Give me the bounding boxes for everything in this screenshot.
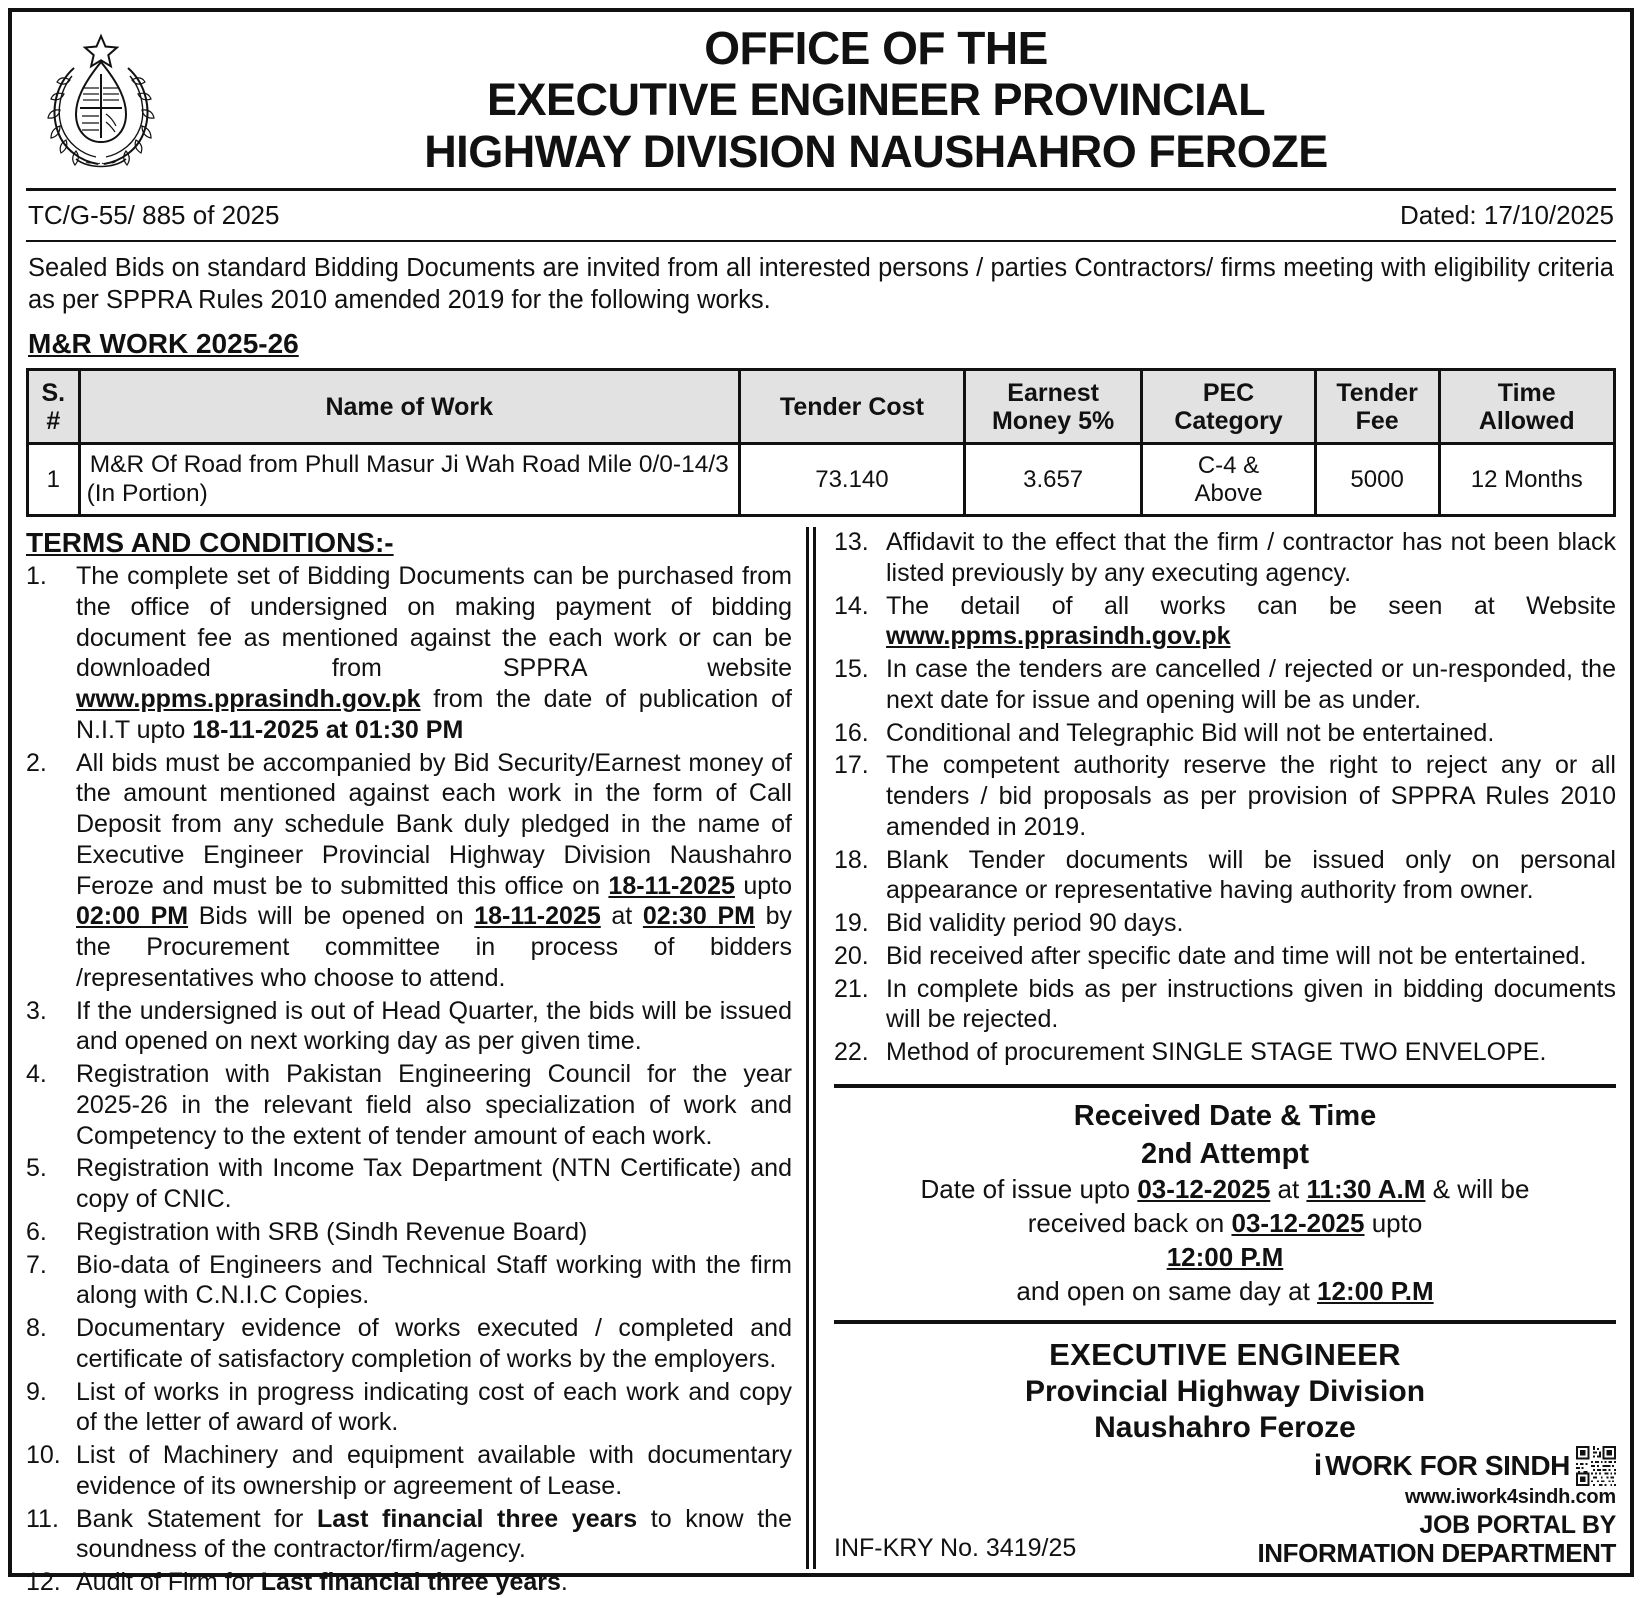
term-number: 1. [26, 562, 47, 591]
signature-line-3: Naushahro Feroze [1094, 1410, 1356, 1444]
col-time-l2: Allowed [1478, 406, 1575, 435]
received-line1-date: 03-12-2025 [1137, 1174, 1271, 1205]
term-number: 17. [834, 751, 869, 780]
terms-left-column [26, 527, 806, 1597]
signature-line-1: EXECUTIVE ENGINEER [1049, 1337, 1401, 1373]
term-text: In case the tenders are cancelled / rejected or un-responded, the next date for issue and opening will be as under. [886, 655, 1616, 714]
term-item [26, 748, 792, 994]
terms-list-right [834, 527, 1616, 1070]
received-date-time-box [834, 1098, 1616, 1309]
term-text: Documentary evidence of works executed / completed and certificate of satisfactory completion of works by the employers. [76, 1314, 792, 1373]
term-text: List of works in progress indicating cost of each work and copy of the letter of award of work. [76, 1377, 792, 1437]
signature-block [834, 1336, 1616, 1445]
brand-name-text: WORK FOR SINDH [1325, 1450, 1570, 1482]
term-item [26, 1504, 792, 1566]
footer-row [834, 1446, 1616, 1569]
term-number: 8. [26, 1314, 47, 1343]
col-pec-l2: Category [1174, 406, 1283, 435]
job-portal-label: JOB PORTAL BY [1419, 1510, 1616, 1539]
term-item [26, 1153, 792, 1215]
received-line4-time: 12:00 P.M [1317, 1275, 1434, 1306]
i-work-for-sindh-logo-icon [1314, 1451, 1570, 1481]
term-number: 22. [834, 1038, 869, 1067]
term-text: Bio-data of Engineers and Technical Staff working with the firm along with C.N.I.C Copies. [76, 1250, 792, 1310]
title-line-3: HIGHWAY DIVISION NAUSHAHRO FEROZE [424, 125, 1328, 177]
notice-frame [8, 8, 1634, 1597]
document-header [26, 18, 1616, 178]
term-text: The detail of all works can be seen at Website www.ppms.pprasindh.gov.pk [886, 591, 1616, 651]
term-text: List of Machinery and equipment available with documentary evidence of its ownership or agreement of Lease. [76, 1441, 792, 1500]
column-divider [806, 527, 816, 1569]
term-item [26, 1217, 792, 1248]
cell-tender-cost: 73.140 [739, 444, 964, 516]
table-header-row [28, 370, 1615, 444]
term-item [834, 974, 1616, 1036]
term-item [26, 1377, 792, 1439]
term-text: Registration with SRB (Sindh Revenue Board) [76, 1217, 588, 1246]
cell-serial: 1 [28, 444, 80, 516]
received-line1-time: 11:30 A.M [1306, 1174, 1426, 1205]
title-line-2: EXECUTIVE ENGINEER PROVINCIAL [486, 74, 1266, 126]
col-tender-fee [1315, 370, 1439, 444]
term-number: 16. [834, 718, 869, 747]
reference-row [26, 191, 1616, 240]
term-text: Bid validity period 90 days. [886, 909, 1184, 938]
term-text: In complete bids as per instructions given in bidding documents will be rejected. [886, 974, 1616, 1034]
brand-block [1257, 1446, 1616, 1567]
term-item [26, 1059, 792, 1151]
term-text: Affidavit to the effect that the firm / contractor has not been black listed previously by any executing agency. [886, 528, 1616, 587]
col-time-allowed [1439, 370, 1614, 444]
term-text: The complete set of Bidding Documents can be purchased from the office of undersigned on making payment of bidding document fee as mentioned against the each work or can be downloaded from SPPRA website www.ppms.pprasindh.gov.pk from the date of publication of N.I.T upto 18-11-2025 at 01:30 PM [76, 562, 792, 744]
term-number: 5. [26, 1154, 47, 1183]
reference-number: TC/G-55/ 885 of 2025 [28, 200, 280, 230]
received-line1-mid: at [1270, 1174, 1307, 1205]
term-number: 14. [834, 591, 869, 620]
term-text: Audit of Firm for Last financial three years. [76, 1568, 568, 1597]
brand-name-row [1257, 1446, 1616, 1486]
term-item [834, 1037, 1616, 1068]
term-number: 21. [834, 974, 869, 1003]
term-text: Bank Statement for Last financial three years to know the soundness of the contractor/firm/agency. [76, 1504, 792, 1564]
col-fee-l1: Tender [1336, 378, 1418, 407]
qr-code-icon [1576, 1446, 1616, 1486]
cell-pec-l1: C-4 & [1197, 451, 1260, 479]
col-earnest-money-l1: Earnest [1007, 378, 1099, 407]
terms-right-column [816, 527, 1616, 1569]
received-line-1 [834, 1173, 1616, 1207]
works-table [26, 368, 1616, 517]
received-line-2 [834, 1207, 1616, 1241]
received-line2-date: 03-12-2025 [1231, 1207, 1365, 1238]
terms-columns [26, 527, 1616, 1597]
term-text: If the undersigned is out of Head Quarter, the bids will be issued and opened on next working day as per given time. [76, 996, 792, 1056]
term-item [834, 527, 1616, 589]
cell-earnest-money: 3.657 [964, 444, 1141, 516]
intro-paragraph: Sealed Bids on standard Bidding Documents are invited from all interested persons / parties Contractors/ firms meeting with eligibility criteria as per SPPRA Rules 2010 amended 2019 for the following works. [28, 254, 1614, 315]
section-heading: M&R WORK 2025-26 [28, 328, 299, 360]
received-box-top-rule [834, 1084, 1616, 1088]
term-item [26, 1567, 792, 1598]
term-text: Conditional and Telegraphic Bid will not be entertained. [886, 718, 1495, 747]
col-fee-l2: Fee [1355, 406, 1399, 435]
term-number: 20. [834, 941, 869, 970]
term-item [834, 845, 1616, 907]
term-item [834, 718, 1616, 749]
cell-time-allowed: 12 Months [1439, 444, 1614, 516]
col-tender-cost: Tender Cost [739, 370, 964, 444]
term-item [26, 996, 792, 1058]
terms-list-left [26, 561, 792, 1598]
col-name-of-work: Name of Work [79, 370, 739, 444]
term-number: 2. [26, 748, 47, 777]
received-line3-time: 12:00 P.M [1166, 1241, 1284, 1272]
term-item [834, 941, 1616, 972]
title-line-1: OFFICE OF THE [704, 22, 1048, 74]
term-item [26, 1313, 792, 1375]
brand-url: www.iwork4sindh.com [1404, 1486, 1616, 1509]
term-number: 4. [26, 1060, 47, 1089]
term-text: Bid received after specific date and time will not be entertained. [886, 941, 1587, 970]
term-text: Method of procurement SINGLE STAGE TWO ENVELOPE. [886, 1038, 1547, 1067]
col-serial-l2: # [46, 406, 61, 435]
received-line1-pre: Date of issue upto [920, 1174, 1138, 1205]
term-text: The competent authority reserve the right to reject any or all tenders / bid proposals as per provision of SPPRA Rules 2010 amended in 2019. [886, 751, 1616, 841]
term-item [834, 591, 1616, 653]
term-text: All bids must be accompanied by Bid Security/Earnest money of the amount mentioned against each work in the form of Call Deposit from any schedule Bank duly pledged in the name of Executive Engineer Provincial Highway Division Naushahro Feroze and must be to submitted this office on 18-11-2025 upto 02:00 PM Bids will be opened on 18-11-2025 at 02:30 PM by the Procurement committee in process of bidders /representatives who choose to attend. [76, 748, 793, 992]
page-title [176, 22, 1616, 177]
received-line2-post: upto [1364, 1207, 1423, 1238]
term-item [834, 750, 1616, 842]
term-number: 9. [26, 1377, 47, 1406]
term-text: Registration with Income Tax Department (NTN Certificate) and copy of CNIC. [76, 1154, 792, 1214]
cell-pec-l2: Above [1194, 479, 1263, 507]
inf-number: INF-KRY No. 3419/25 [834, 1534, 1077, 1562]
col-pec-category [1142, 370, 1315, 444]
received-line-4 [834, 1275, 1616, 1309]
signature-top-rule [834, 1320, 1616, 1324]
term-number: 13. [834, 528, 869, 557]
received-attempt: 2nd Attempt [1140, 1137, 1310, 1170]
received-line4-pre: and open on same day at [1016, 1275, 1318, 1306]
table-row [28, 444, 1615, 516]
col-time-l1: Time [1497, 378, 1556, 407]
term-number: 10. [26, 1441, 61, 1470]
term-item [834, 654, 1616, 716]
term-number: 12. [26, 1568, 61, 1597]
term-item [26, 1440, 792, 1502]
term-item [26, 561, 792, 746]
col-earnest-money-l2: Money 5% [991, 406, 1115, 435]
brand-i-letter: i [1313, 1449, 1322, 1483]
term-item [834, 908, 1616, 939]
term-number: 15. [834, 655, 869, 684]
term-text: Registration with Pakistan Engineering Council for the year 2025-26 in the relevant field also specialization of work and Competency to the extent of tender amount of each work. [76, 1060, 792, 1150]
term-number: 7. [26, 1250, 47, 1279]
reference-date: Dated: 17/10/2025 [1400, 200, 1614, 230]
term-number: 6. [26, 1217, 47, 1246]
cell-pec-category [1142, 444, 1315, 516]
term-item [26, 1250, 792, 1312]
term-text: Blank Tender documents will be issued only on personal appearance or representative having authority from owner. [886, 845, 1616, 905]
col-serial-l1: S. [41, 378, 66, 407]
received-line2-pre: received back on [1027, 1207, 1232, 1238]
term-number: 18. [834, 845, 869, 874]
received-line-3 [834, 1241, 1616, 1275]
term-number: 3. [26, 996, 47, 1025]
term-number: 19. [834, 909, 869, 938]
information-department-label: INFORMATION DEPARTMENT [1257, 1537, 1616, 1568]
received-title: Received Date & Time [1073, 1099, 1377, 1132]
terms-heading: TERMS AND CONDITIONS:- [26, 527, 394, 559]
col-earnest-money [964, 370, 1141, 444]
term-number: 11. [26, 1504, 59, 1533]
cell-tender-fee: 5000 [1315, 444, 1439, 516]
cell-name-of-work: M&R Of Road from Phull Masur Ji Wah Road Mile 0/0-14/3 (In Portion) [79, 444, 739, 516]
received-line1-post: & will be [1425, 1174, 1530, 1205]
col-pec-l1: PEC [1202, 378, 1255, 407]
government-emblem-icon [26, 22, 176, 178]
col-serial [28, 370, 80, 444]
signature-line-2: Provincial Highway Division [1024, 1374, 1426, 1408]
